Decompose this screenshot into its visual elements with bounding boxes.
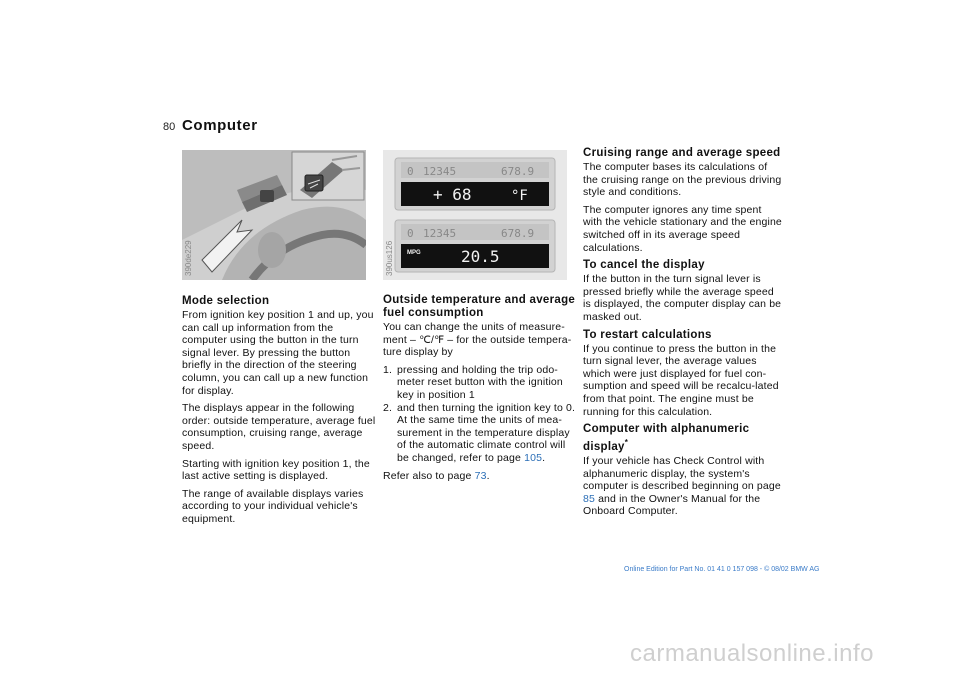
odometer-left-bottom: 0 (407, 227, 414, 240)
temperature-unit: °F (511, 188, 528, 204)
punctuation: . (542, 451, 546, 464)
list-item (383, 402, 578, 465)
paragraph: The displays appear in the following order: outside temperature, average fuel consumption, cruising range, average speed. (182, 402, 376, 452)
image-code: 390de229 (184, 240, 193, 276)
text: and in the Owner's Manual for the Onboard Computer. (583, 492, 761, 518)
heading-restart-calculations: To restart calculations (583, 328, 712, 341)
odometer-left-top: 0 (407, 165, 414, 178)
heading-mode-selection: Mode selection (182, 295, 270, 307)
step-text-wrap (397, 402, 578, 465)
punctuation: . (486, 469, 490, 482)
paragraph: The computer bases its calculations of the cruising range on the previous driving style and conditions. (583, 161, 782, 199)
column-3 (583, 147, 783, 523)
heading-cruising-range: Cruising range and average speed (583, 147, 781, 159)
paragraph: The range of available displays varies according to your individual vehicle's equipment. (182, 487, 364, 525)
paragraph: From ignition key position 1 and up, you can call up information from the computer using the button in the turn signal lever. By pressing the button briefly in the direction of the steering column, you can call up a new function for display. (182, 309, 374, 397)
step-number: 2. (383, 401, 393, 414)
odometer-mid-top: 12345 (423, 165, 457, 178)
heading-outside-temperature: Outside temperature and average fuel consumption (383, 294, 576, 319)
steering-lever-figure (182, 150, 366, 280)
paragraph: If the button in the turn signal lever is pressed briefly while the average speed is displayed, the computer display can be masked out. (583, 273, 782, 323)
footer-edition: Online Edition for Part No. 01 41 0 157 098 - © 08/02 BMW AG (624, 566, 820, 573)
mpg-value: 20.5 (461, 247, 500, 266)
page-number: 80 (163, 121, 176, 133)
column-1 (182, 295, 377, 531)
paragraph: If you continue to press the button in the turn signal lever, the average values which were just displayed for fuel con-sumption and speed will be recalcu-lated from that point. The engine must be running for this calculation. (583, 342, 779, 418)
paragraph: Starting with ignition key position 1, the last active setting is displayed. (182, 457, 370, 483)
display-figure (383, 150, 567, 280)
step-text: and then turning the ignition key to 0. At the same time the units of mea-surement in the temperature display of the automatic climate control will be changed, refer to page (397, 401, 576, 464)
image-code: 390us126 (385, 240, 394, 276)
steering-lever-illustration (182, 150, 366, 280)
odometer-right-bottom: 678.9 (501, 227, 535, 240)
page-link-105[interactable]: 105 (524, 451, 543, 464)
step-text: pressing and holding the trip odo-meter reset button with the ignition key in position 1 (397, 363, 563, 401)
optional-star: * (624, 438, 629, 448)
paragraph (383, 470, 578, 483)
temperature-value: + 68 (433, 185, 472, 204)
odometer-right-top: 678.9 (501, 165, 535, 178)
page-title: Computer (182, 117, 258, 134)
text: If your vehicle has Check Control with alphanumeric display, the system's computer is described beginning on page (583, 454, 781, 493)
heading-text: Computer with alphanumeric display (583, 423, 750, 453)
paragraph: You can change the units of measure-ment – ℃/℉ – for the outside tempera-ture display by (383, 321, 572, 359)
display-illustration (383, 150, 567, 280)
page-link-73[interactable]: 73 (474, 469, 487, 482)
page-link-85[interactable]: 85 (583, 492, 595, 505)
watermark: carmanualsonline.info (630, 640, 874, 667)
heading-cancel-display: To cancel the display (583, 259, 705, 272)
steps-list (383, 364, 578, 465)
mpg-label: MPG (407, 250, 421, 256)
odometer-mid-bottom: 12345 (423, 227, 457, 240)
heading-alphanumeric-display (583, 423, 783, 454)
list-item (383, 364, 578, 402)
refer-text: Refer also to page (383, 469, 472, 482)
paragraph: The computer ignores any time spent with the vehicle stationary and the engine switched off in its average speed calculations. (583, 203, 782, 254)
step-number: 1. (383, 363, 393, 376)
paragraph (583, 455, 783, 518)
column-2 (383, 294, 578, 487)
